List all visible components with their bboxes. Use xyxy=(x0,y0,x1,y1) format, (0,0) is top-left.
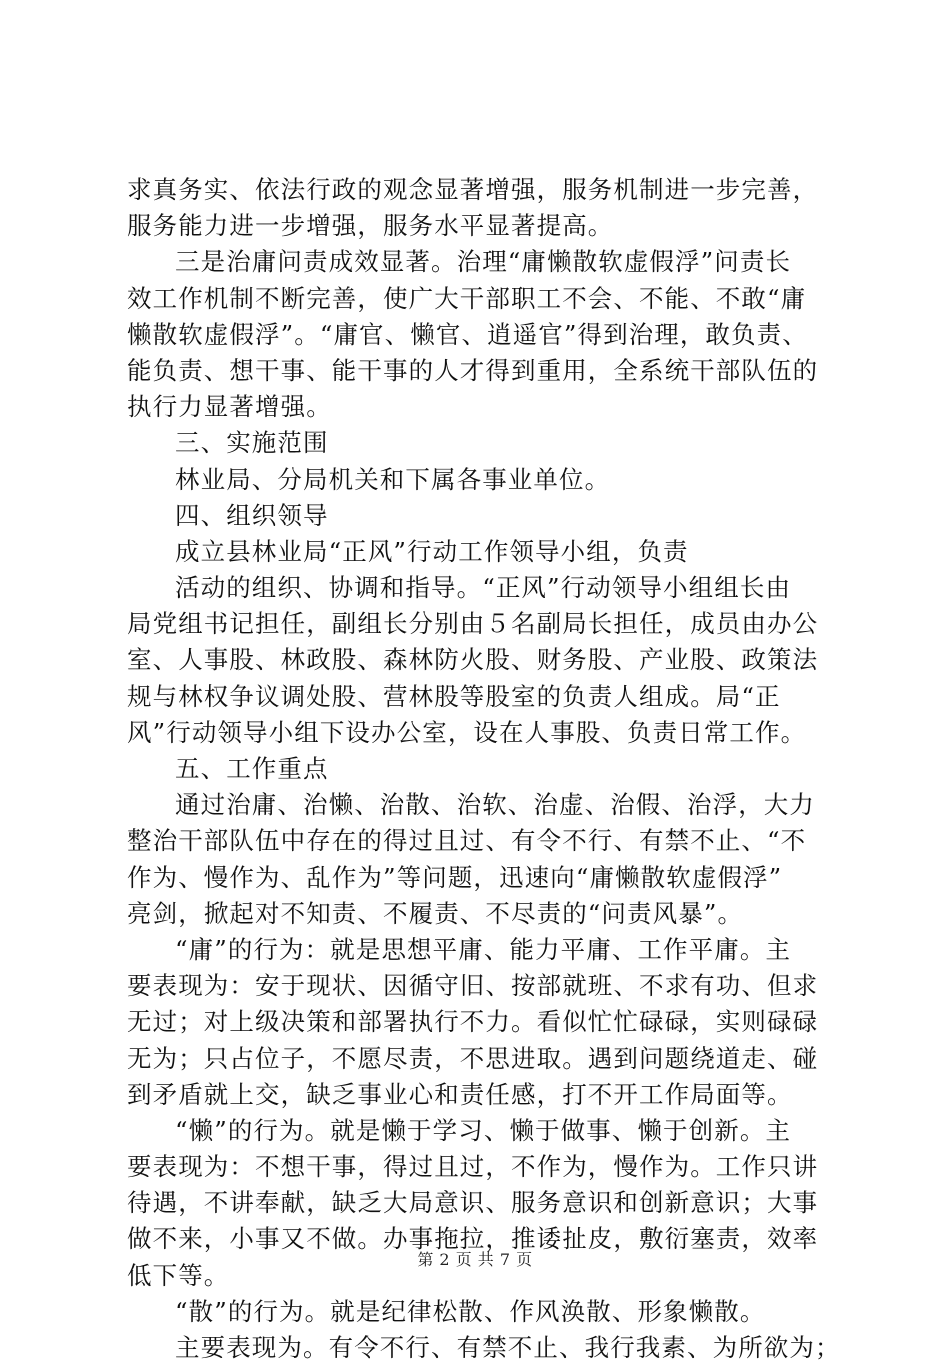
text-line: 三、实施范围 xyxy=(175,428,329,458)
text-line: 能负责、想干事、能干事的人才得到重用，全系统干部队伍的 xyxy=(127,355,819,385)
text-line: 通过治庸、治懒、治散、治软、治虚、治假、治浮，大力 xyxy=(175,790,815,820)
text-line: “散”的行为。就是纪律松散、作风涣散、形象懒散。 xyxy=(175,1296,766,1326)
text-line: 亮剑，掀起对不知责、不履责、不尽责的“问责风暴”。 xyxy=(127,898,744,928)
text-line: 执行力显著增强。 xyxy=(127,392,332,422)
document-body xyxy=(127,172,857,1366)
text-line: 无过；对上级决策和部署执行不力。看似忙忙碌碌，实则碌碌 xyxy=(127,1007,819,1037)
text-line: 四、组织领导 xyxy=(175,500,329,530)
text-line: 做不来，小事又不做。办事拖拉，推诿扯皮，敷衍塞责，效率 xyxy=(127,1224,819,1254)
text-line: 五、工作重点 xyxy=(175,754,329,783)
text-line: 低下等。 xyxy=(127,1260,230,1290)
text-line: 室、人事股、林政股、森林防火股、财务股、产业股、政策法 xyxy=(127,645,819,675)
text-line: 三是治庸问责成效显著。治理“庸懒散软虚假浮”问责长 xyxy=(175,247,792,277)
text-line: 整治干部队伍中存在的得过且过、有令不行、有禁不止、“不 xyxy=(127,826,807,856)
text-line: 活动的组织、协调和指导。“正风”行动领导小组组长由 xyxy=(175,573,792,603)
text-line: 懒散软虚假浮”。“庸官、懒官、逍遥官”得到治理，敢负责、 xyxy=(127,319,808,349)
text-line: 到矛盾就上交，缺乏事业心和责任感，打不开工作局面等。 xyxy=(127,1079,793,1109)
text-line: 要表现为：不想干事，得过且过，不作为，慢作为。工作只讲 xyxy=(127,1152,819,1182)
text-line: 无为；只占位子，不愿尽责，不思进取。遇到问题绕道走、碰 xyxy=(127,1043,819,1073)
text-line: 风”行动领导小组下设办公室，设在人事股、负责日常工作。 xyxy=(127,717,807,747)
text-line: 作为、慢作为、乱作为”等问题，迅速向“庸懒散软虚假浮” xyxy=(127,862,783,892)
text-line: 服务能力进一步增强，服务水平显著提高。 xyxy=(127,211,614,241)
text-line: 林业局、分局机关和下属各事业单位。 xyxy=(175,464,611,494)
text-line: “庸”的行为：就是思想平庸、能力平庸、工作平庸。主 xyxy=(175,934,792,964)
text-line: 要表现为：安于现状、因循守旧、按部就班、不求有功、但求 xyxy=(127,971,819,1001)
text-line: 求真务实、依法行政的观念显著增强，服务机制进一步完善， xyxy=(127,175,819,204)
text-line: 规与林权争议调处股、营林股等股室的负责人组成。局“正 xyxy=(127,681,781,711)
text-line: 待遇，不讲奉献，缺乏大局意识、服务意识和创新意识；大事 xyxy=(127,1188,819,1218)
text-line: 主要表现为。有令不行、有禁不止、我行我素、为所欲为； xyxy=(175,1333,841,1362)
text-line: 成立县林业局“正风”行动工作领导小组，负责 xyxy=(175,536,689,566)
page-number-footer: 第 2 页 共 7 页 xyxy=(417,1250,533,1269)
text-line: 效工作机制不断完善，使广大干部职工不会、不能、不敢“庸 xyxy=(127,283,807,313)
text-line: 局党组书记担任，副组长分别由５名副局长担任，成员由办公 xyxy=(127,609,819,639)
text-line: “懒”的行为。就是懒于学习、懒于做事、懒于创新。主 xyxy=(175,1115,792,1145)
